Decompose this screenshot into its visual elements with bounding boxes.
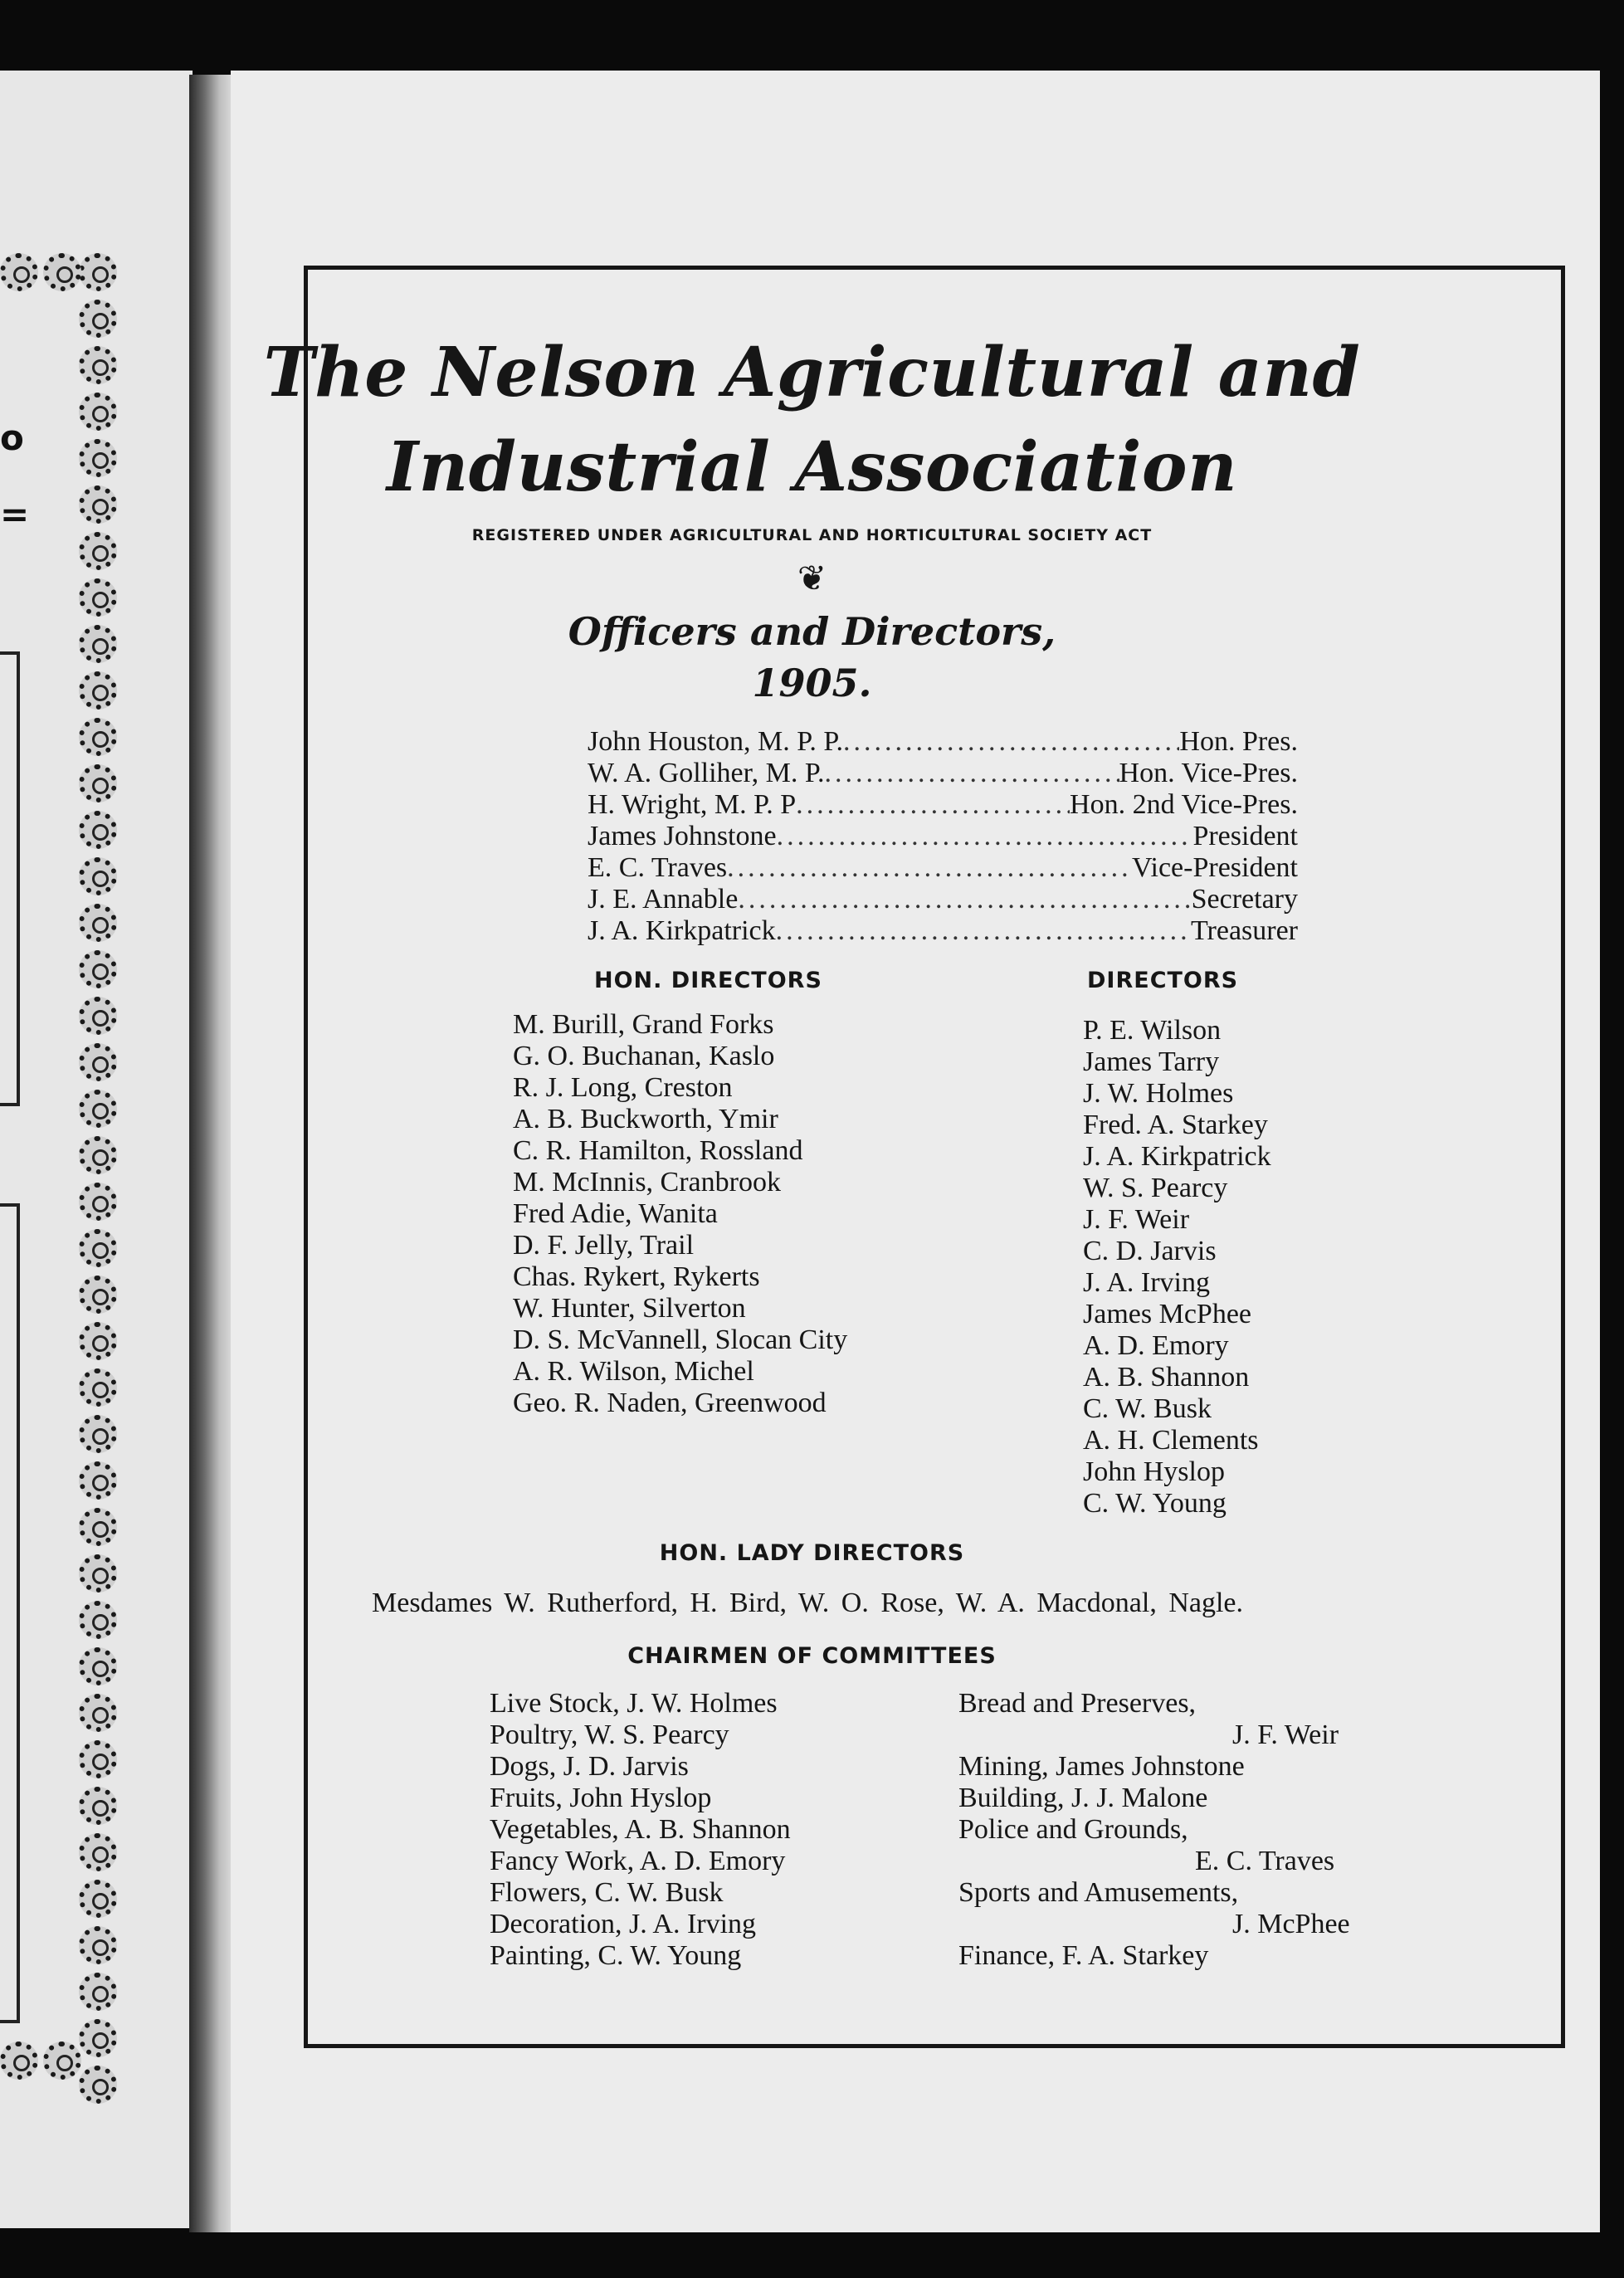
hon-director-name: C. R. Hamilton, Rossland [513,1135,803,1166]
leader-dots [824,758,1119,789]
leader-dots [776,915,1191,947]
officer-title: President [1192,821,1298,851]
rosette-ornament [0,2041,38,2080]
director-name: Fred. A. Starkey [1083,1110,1268,1140]
rosette-ornament [79,1276,117,1314]
officer-name: John Houston, M. P. P. [588,726,843,757]
rosette-ornament [79,718,117,756]
left-page-rule-box [0,651,20,1106]
committees-left-list [490,1688,791,1972]
leader-dots [843,726,1179,758]
committee-chairman-entry: Sports and Amusements, [958,1877,1239,1908]
director-name: James McPhee [1083,1299,1252,1329]
leader-dots [738,884,1191,915]
committee-chairman-entry: E. C. Traves [1195,1846,1335,1876]
rosette-ornament [79,1973,117,2011]
officer-title: Secretary [1191,884,1298,915]
rosette-ornament [79,764,117,802]
officer-name: J. A. Kirkpatrick [588,915,776,946]
rosette-ornament [79,253,117,291]
committee-chairman-entry: Dogs, J. D. Jarvis [490,1751,689,1782]
rosette-ornament [79,811,117,849]
year-label: 1905. [752,661,872,705]
rosette-ornament [43,253,81,291]
committee-chairman-entry: Live Stock, J. W. Holmes [490,1688,778,1719]
hon-director-name: W. Hunter, Silverton [513,1293,746,1324]
rosette-ornament [79,2066,117,2104]
committee-chairman-entry: J. F. Weir [1232,1719,1339,1750]
directors-list [1083,1015,1271,1519]
officer-name: H. Wright, M. P. P [588,789,797,820]
officer-row [588,884,1298,915]
leader-dots [727,852,1132,884]
registration-line: REGISTERED UNDER AGRICULTURAL AND HORTICULTURAL SOCIETY ACT [471,526,1153,544]
committee-chairman-entry: Flowers, C. W. Busk [490,1877,724,1908]
page-title-line1: The Nelson Agricultural and [263,333,1361,412]
director-name: A. H. Clements [1083,1425,1259,1456]
hon-directors-heading: HON. DIRECTORS [594,968,822,993]
officer-row [588,726,1298,758]
hon-director-name: G. O. Buchanan, Kaslo [513,1041,775,1071]
ornament-icon: ❦ [797,560,827,598]
director-name: J. W. Holmes [1083,1078,1234,1109]
section-subtitle: Officers and Directors, [568,609,1056,654]
lady-directors-line: Mesdames W. Rutherford, H. Bird, W. O. Rose, W. A. Macdonal, Nagle. [372,1588,1244,1618]
rosette-ornament [0,253,38,291]
rosette-ornament [79,1601,117,1639]
hon-director-name: Geo. R. Naden, Greenwood [513,1388,827,1418]
committee-chairman-entry: Building, J. J. Malone [958,1783,1208,1813]
rosette-row [0,2041,81,2088]
director-name: C. W. Busk [1083,1393,1212,1424]
rosette-ornament [79,1368,117,1407]
officer-name: W. A. Golliher, M. P. [588,758,825,788]
hon-director-name: M. McInnis, Cranbrook [513,1167,781,1198]
committee-chairman-entry: Poultry, W. S. Pearcy [490,1719,729,1750]
rosette-ornament [79,2019,117,2057]
rosette-ornament [79,1183,117,1221]
leader-dots [777,821,1193,852]
rosette-ornament [79,1461,117,1500]
leader-dots [796,789,1070,821]
hon-director-name: M. Burill, Grand Forks [513,1009,774,1040]
officer-row [588,821,1298,852]
rosette-ornament [79,1043,117,1081]
officer-name: J. E. Annable [588,884,739,915]
committee-chairman-entry: Fruits, John Hyslop [490,1783,712,1813]
officer-title: Vice-President [1132,852,1298,883]
officer-title: Hon. Vice-Pres. [1119,758,1298,788]
officer-row [588,758,1298,789]
officer-title: Hon. 2nd Vice-Pres. [1070,789,1298,820]
director-name: W. S. Pearcy [1083,1173,1228,1203]
hon-director-name: A. B. Buckworth, Ymir [513,1104,778,1134]
hon-director-name: A. R. Wilson, Michel [513,1356,754,1387]
page-title-line2: Industrial Association [386,427,1238,507]
director-name: A. B. Shannon [1083,1362,1250,1393]
rosette-ornament [79,904,117,942]
rosette-ornament [79,1415,117,1453]
director-name: A. D. Emory [1083,1330,1229,1361]
hon-director-name: R. J. Long, Creston [513,1072,733,1103]
officer-row [588,915,1298,947]
officer-row [588,789,1298,821]
committees-right-list [958,1688,1350,1972]
director-name: J. F. Weir [1083,1204,1190,1235]
left-page-fragment-equals: = [0,494,30,534]
rosette-ornament [79,997,117,1035]
rosette-ornament [79,1880,117,1918]
director-name: J. A. Irving [1083,1267,1210,1298]
officer-name: James Johnstone [588,821,777,851]
rosette-ornament [79,1322,117,1360]
director-name: James Tarry [1083,1046,1220,1077]
committee-chairman-entry: Vegetables, A. B. Shannon [490,1814,791,1845]
officer-row [588,852,1298,884]
hon-director-name: D. S. McVannell, Slocan City [513,1324,848,1355]
committees-heading: CHAIRMEN OF COMMITTEES [627,1643,997,1669]
left-page-fragment-o: o [0,417,24,458]
committee-chairman-entry: Police and Grounds, [958,1814,1188,1845]
director-name: J. A. Kirkpatrick [1083,1141,1271,1172]
director-name: C. D. Jarvis [1083,1236,1217,1266]
rosette-ornament [79,1136,117,1174]
director-name: John Hyslop [1083,1456,1225,1487]
director-name: C. W. Young [1083,1488,1227,1519]
committee-chairman-entry: Painting, C. W. Young [490,1940,742,1971]
rosette-ornament [79,1787,117,1825]
rosette-ornament [79,1090,117,1128]
rosette-ornament [79,1694,117,1732]
director-name: P. E. Wilson [1083,1015,1222,1046]
directors-heading: DIRECTORS [1087,968,1239,993]
hon-director-name: Chas. Rykert, Rykerts [513,1261,760,1292]
committee-chairman-entry: Bread and Preserves, [958,1688,1197,1719]
committee-chairman-entry: Finance, F. A. Starkey [958,1940,1209,1971]
rosette-ornament [79,1229,117,1267]
rosette-ornament [79,300,117,338]
committee-chairman-entry: Mining, James Johnstone [958,1751,1245,1782]
rosette-ornament [79,1833,117,1871]
lady-directors-heading: HON. LADY DIRECTORS [659,1540,965,1566]
rosette-ornament [79,1740,117,1778]
rosette-ornament [79,950,117,988]
hon-director-name: D. F. Jelly, Trail [513,1230,695,1261]
left-page-rule-box [0,1203,20,2023]
officer-name: E. C. Traves [588,852,728,883]
hon-director-name: Fred Adie, Wanita [513,1198,718,1229]
rosette-row [0,253,81,300]
officer-title: Hon. Pres. [1179,726,1298,757]
officer-title: Treasurer [1190,915,1298,946]
committee-chairman-entry: Fancy Work, A. D. Emory [490,1846,786,1876]
committee-chairman-entry: Decoration, J. A. Irving [490,1909,757,1939]
hon-directors-list [513,1009,847,1419]
rosette-ornament [43,2041,81,2080]
rosette-ornament [79,857,117,895]
rosette-ornament [79,1926,117,1964]
committee-chairman-entry: J. McPhee [1232,1909,1350,1939]
